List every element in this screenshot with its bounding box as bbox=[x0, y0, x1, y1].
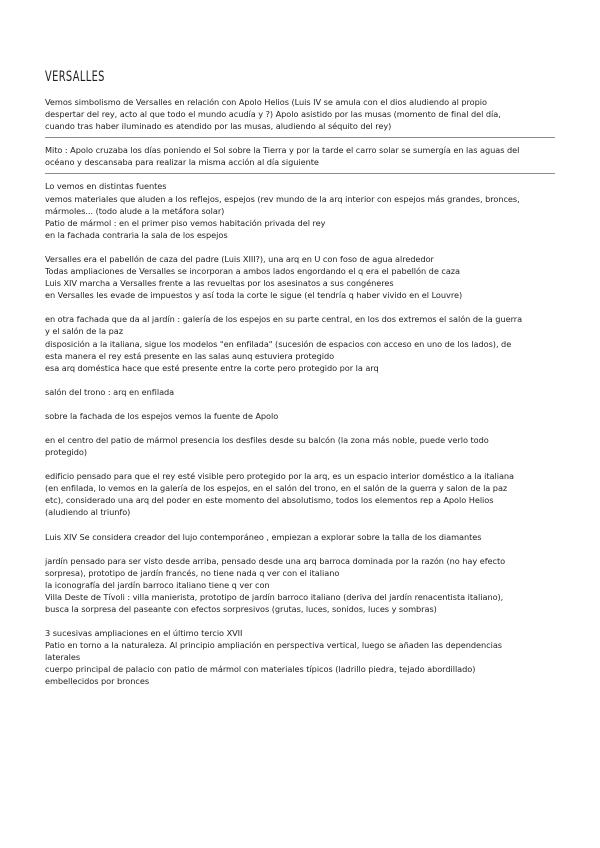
intro-paragraph bbox=[45, 96, 557, 132]
text-line: en la fachada contraria la sala de los espejos bbox=[45, 229, 228, 240]
text-line: Patio en torno a la naturaleza. Al principio ampliación en perspectiva vertical, luego se añaden las dependencias bbox=[45, 640, 503, 651]
divider bbox=[45, 173, 555, 174]
spacer bbox=[45, 398, 557, 410]
page-title: VERSALLES bbox=[45, 69, 105, 85]
spacer bbox=[45, 374, 557, 386]
apolo-paragraph bbox=[45, 410, 557, 422]
spacer bbox=[45, 519, 557, 531]
trono-paragraph bbox=[45, 386, 557, 398]
text-line: Versalles era el pabellón de caza del padre (Luis XIII?), una arq en U con foso de agua alrededor bbox=[45, 253, 434, 264]
text-line: 3 sucesivas ampliaciones en el último tercio XVII bbox=[45, 628, 243, 639]
text-line: Luis XIV Se considera creador del lujo contemporáneo , empiezan a explorar sobre la talla de los diamantes bbox=[45, 531, 482, 542]
text-line: salón del trono : arq en enfilada bbox=[45, 386, 175, 397]
text-line: embellecidos por bronces bbox=[45, 676, 150, 687]
text-line: (aludiendo al triunfo) bbox=[45, 507, 131, 518]
text-line: protegido) bbox=[45, 447, 88, 458]
text-line: Vemos simbolismo de Versalles en relación con Apolo Helios (Luis IV se amula con el dios aludiendo al propio bbox=[45, 97, 487, 107]
text-line: esa arq doméstica hace que esté presente entre la corte pero protegido por la arq bbox=[45, 362, 379, 373]
text-line: y el salón de la paz bbox=[45, 326, 123, 337]
text-line: busca la sorpresa del paseante con efectos sorpresivos (grutas, luces, sonidos, luces y sombras) bbox=[45, 604, 437, 614]
patio-paragraph bbox=[45, 434, 557, 458]
text-line: en el centro del patio de mármol presencia los desfiles desde su balcón (la zona más noble, puede verlo todo bbox=[45, 434, 489, 445]
edificio-paragraph bbox=[45, 470, 557, 518]
spacer bbox=[45, 458, 557, 470]
document-page bbox=[45, 68, 557, 688]
text-line: jardín pensado para ser visto desde arriba, pensado desde una arq barroca dominada por la razón (no hay efecto bbox=[45, 555, 506, 566]
text-line: despertar del rey, acto al que todo el mundo acudía y ?) Apolo asistido por las musas (momento de final del día, bbox=[45, 109, 501, 120]
text-line: cuando tras haber iluminado es atendido por las musas, aludiendo al séquito del rey) bbox=[45, 121, 392, 132]
text-line: Todas ampliaciones de Versalles se incorporan a ambos lados engordando el q era el pabellón de caza bbox=[45, 266, 461, 277]
text-line: en otra fachada que da al jardín : galería de los espejos en su parte central, en los dos extremos el salón de la guerra bbox=[45, 314, 523, 325]
spacer bbox=[45, 241, 557, 253]
ampliaciones-paragraph bbox=[45, 627, 557, 687]
pabellon-paragraph bbox=[45, 253, 557, 301]
text-line: etc), considerado una arq del poder en este momento del absolutismo, todos los elementos rep a Apolo Helios bbox=[45, 495, 494, 506]
text-line: Patio de mármol : en el primer piso vemos habitación privada del rey bbox=[45, 217, 326, 228]
text-line: océano y descansaba para realizar la misma acción al día siguiente bbox=[45, 157, 319, 168]
text-line: sobre la fachada de los espejos vemos la fuente de Apolo bbox=[45, 410, 279, 421]
text-line: laterales bbox=[45, 652, 81, 663]
text-line: Lo vemos en distintas fuentes bbox=[45, 181, 167, 192]
text-line: mármoles... (todo alude a la metáfora solar) bbox=[45, 205, 225, 216]
text-line: la iconografía del jardín barroco italiano tiene q ver con bbox=[45, 579, 270, 590]
text-line: disposición a la italiana, sigue los modelos "en enfilada" (sucesión de espacios con acceso en uno de los lados), de bbox=[45, 338, 512, 349]
fachada-paragraph bbox=[45, 313, 557, 373]
spacer bbox=[45, 301, 557, 313]
spacer bbox=[45, 422, 557, 434]
text-line: esta manera el rey está presente en las salas aunq estuviera protegido bbox=[45, 350, 335, 361]
text-line: en Versalles les evade de impuestos y así toda la corte le sigue (el tendría q haber vivido en el Louvre) bbox=[45, 290, 463, 301]
spacer bbox=[45, 543, 557, 555]
text-line: sorpresa), prototipo de jardín francés, no tiene nada q ver con el italiano bbox=[45, 567, 340, 578]
text-line: edificio pensado para que el rey esté visible pero protegido por la arq, es un espacio interior doméstico a la italiana bbox=[45, 471, 515, 482]
text-line: Villa Deste de Tívoli : villa manierista, prototipo de jardín barroco italiano (deriva del jardín renacentista italiano), bbox=[45, 591, 504, 602]
spacer bbox=[45, 615, 557, 627]
text-line: Mito : Apolo cruzaba los días poniendo el Sol sobre la Tierra y por la tarde el carro solar se sumergía en las aguas del bbox=[45, 145, 520, 156]
mito-paragraph bbox=[45, 144, 557, 168]
lujo-paragraph bbox=[45, 531, 557, 543]
text-line: (en enfilada, lo vemos en la galería de los espejos, en el salón del trono, en el salón de la guerra y salon de la paz bbox=[45, 483, 508, 494]
fuentes-paragraph bbox=[45, 180, 557, 240]
text-line: cuerpo principal de palacio con patio de mármol con materiales típicos (ladrillo piedra, tejado abordillado) bbox=[45, 664, 476, 675]
text-line: Luis XIV marcha a Versalles frente a las revueltas por los asesinatos a sus congéneres bbox=[45, 278, 394, 289]
text-line: vemos materiales que aluden a los reflejos, espejos (rev mundo de la arq interior con espejos más grandes, bronces, bbox=[45, 193, 520, 204]
divider bbox=[45, 137, 555, 138]
jardin-paragraph bbox=[45, 555, 557, 615]
